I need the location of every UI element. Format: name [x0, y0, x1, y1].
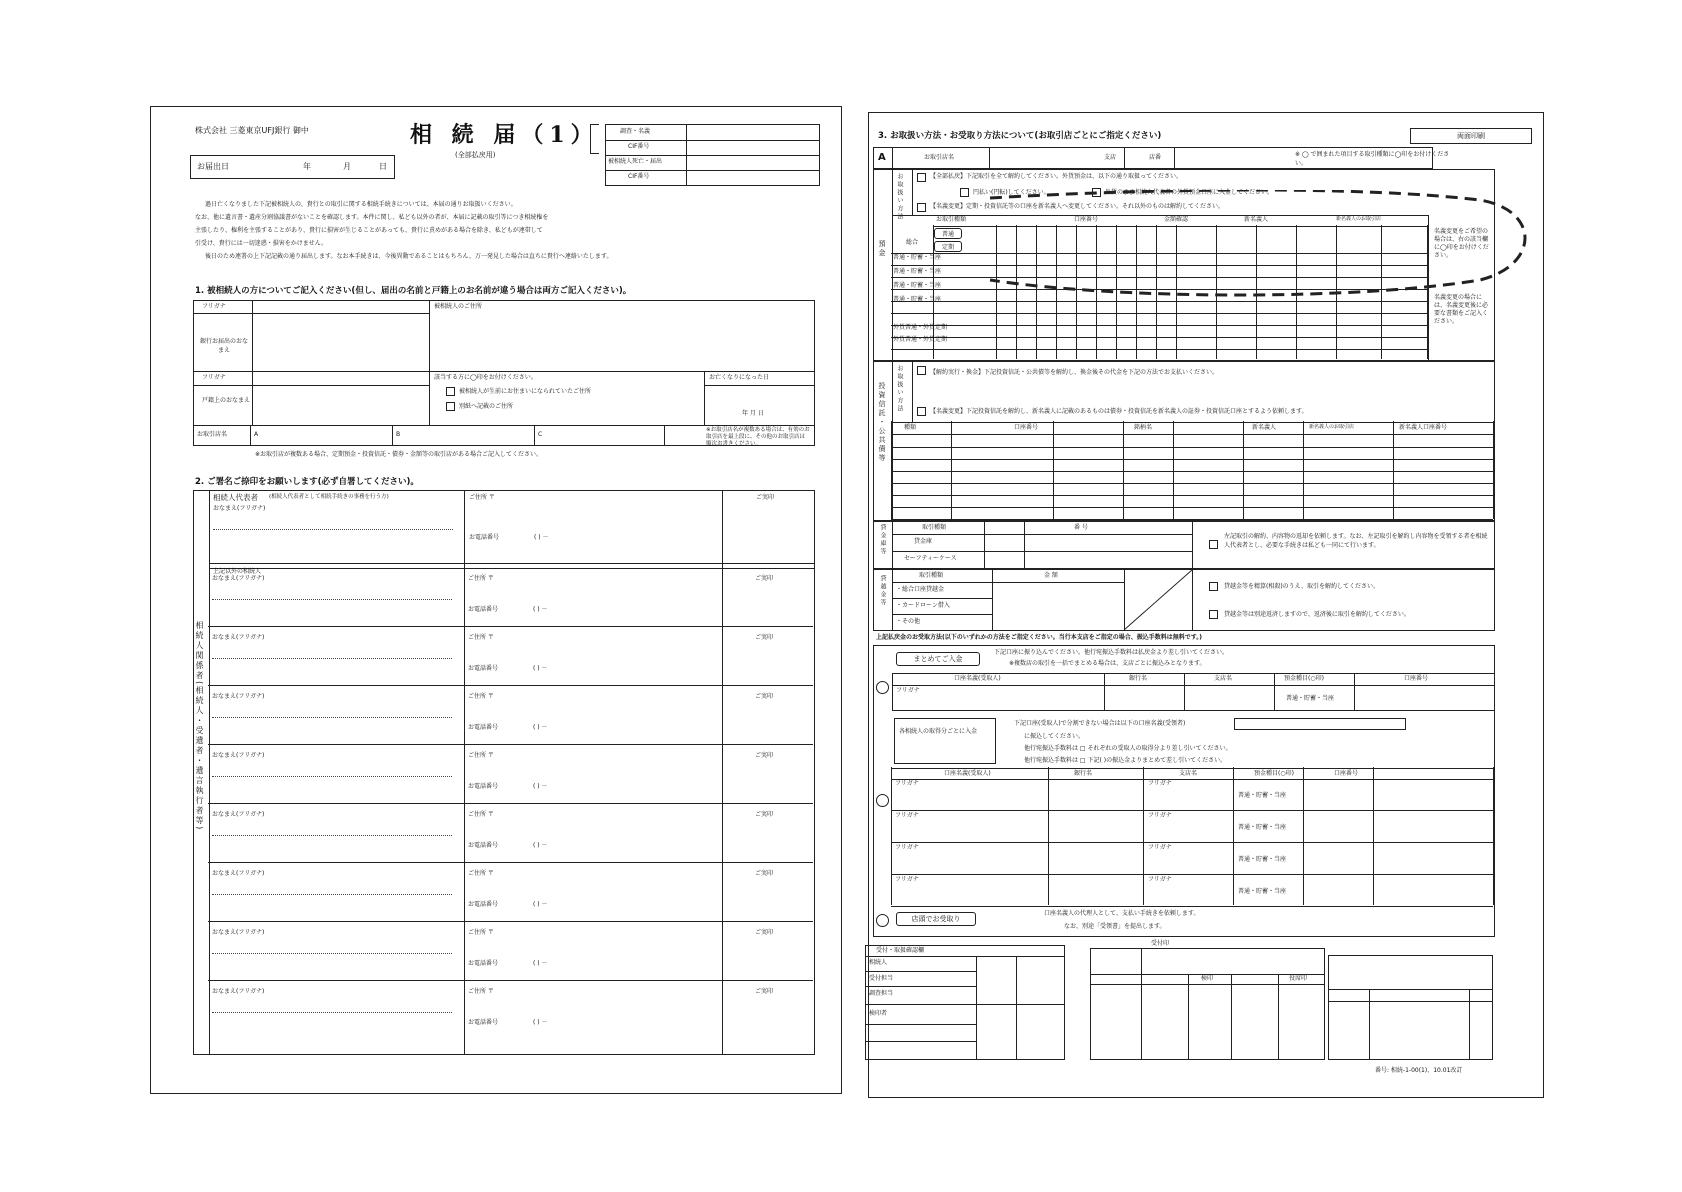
pay3-note2: なお、別途「受領書」を提出します。 — [1064, 923, 1166, 930]
s1-furigana2: フリガナ — [202, 374, 226, 381]
pay2-note3: 他行宛振込手数料は □ それぞれの受取人の取得分より差し引いてください。 — [1024, 745, 1232, 752]
row-a-shop: お取引店名 — [924, 154, 955, 161]
s2-rep-phone-fmt: ( ) － — [534, 534, 549, 541]
pay1-furigana: フリガナ — [896, 687, 920, 694]
s2-rep-name: おなまえ(フリガナ) — [213, 505, 266, 512]
opt-all-checkbox[interactable] — [917, 173, 926, 182]
money-amount: 金 額 — [1044, 572, 1058, 579]
heir-name-label: おなまえ(フリガナ) — [212, 988, 265, 995]
date-year: 年 — [303, 162, 311, 171]
heir-seal-label: ご実印 — [755, 752, 774, 759]
s2-others-label: 上記以外の相続人 — [213, 568, 262, 575]
heir-phone-label: お電話番号 — [468, 783, 499, 790]
pay1-note: 下記口座に振り込んでください。他行宛振込手数料は払戻金より差し引いてください。 — [994, 649, 1229, 656]
s1-send-opt1-checkbox[interactable] — [446, 387, 455, 396]
safe-note: 左記取引の解約、内容物の返却を依頼します。なお、左記取引を解約し内容物を受領する者を相続人代表者とし、必要な手続きは私ども一同にて行います。 — [1224, 533, 1488, 549]
section3-heading: 3. お取扱い方法・お受取り方法について(お取引店ごとにご指定ください) — [878, 131, 1162, 141]
heir-seal-label: ご実印 — [755, 811, 774, 818]
invest-grid-col — [1493, 421, 1494, 519]
ref-box — [605, 124, 820, 186]
invest-grid-row — [891, 507, 1493, 508]
pay2-grid-col — [1233, 767, 1234, 905]
heir-row-divider — [208, 685, 813, 686]
heir-phone-label: お電話番号 — [468, 606, 499, 613]
footer-stamp-box — [1090, 940, 1325, 1060]
footer-row-3: 検印者 — [869, 1010, 888, 1017]
opt-yen-label: 円払い(円転)してください。 — [973, 189, 1050, 196]
s1-family-name: 戸籍上のおなまえ — [202, 397, 251, 404]
section2-heading: 2. ご署名ご捺印をお願いします(必ず自署してください)。 — [195, 477, 419, 487]
form-title: 相 続 届（1） — [410, 122, 599, 148]
date-box — [190, 155, 395, 179]
footer-row-2: 調査担当 — [869, 990, 894, 997]
intro-line-0: 過日亡くなりました下記被相続人の、貴行との取引に関する相続手続きについては、本届の通りお取扱いください。 — [205, 201, 517, 208]
date-label: お届出日 — [197, 162, 229, 171]
footer-row-0: 相続人 — [869, 959, 888, 966]
heir-phone-fmt: ( ) － — [533, 960, 548, 967]
deposit-grid-row — [891, 349, 1427, 350]
pay-col4: 預金種目(○印) — [1284, 675, 1324, 682]
heir-phone-fmt: ( ) － — [533, 901, 548, 908]
heir-phone-fmt: ( ) － — [533, 724, 548, 731]
pay-col3: 支店名 — [1214, 675, 1233, 682]
pay3-button[interactable] — [896, 912, 976, 926]
invest-grid-col — [1123, 421, 1124, 519]
invest-grid-col — [1393, 421, 1394, 519]
col-new-acct: 新名義人のお取引店 — [1336, 216, 1382, 222]
pay2-radio[interactable] — [876, 794, 889, 807]
money-row-1: ・カードローン借入 — [896, 602, 950, 609]
ref-label-0: 調査・名義 — [620, 128, 651, 135]
pay2-note4: 他行宛振込手数料は □ 下記( )の振込金よりまとめて差し引いてください。 — [1024, 757, 1227, 764]
footer-title: 受付・取扱確認欄 — [876, 947, 925, 954]
section3-badge — [1410, 128, 1532, 144]
pay1-note2: ※複数店の取引を一括でまとめる場合は、支店ごとに振込みとなります。 — [1009, 660, 1206, 667]
heir-name-line — [212, 894, 452, 895]
pay2-kind: 普通・貯蓄・当座 — [1238, 856, 1287, 863]
invest-col-new: 新名義人 — [1252, 424, 1277, 431]
money-opt1-checkbox[interactable] — [1209, 582, 1218, 591]
chip-normal — [934, 228, 962, 239]
s1-branch-label: お取引店名 — [197, 431, 228, 438]
row-a-dept: 店番 — [1149, 154, 1162, 161]
deposit-type-label: 普通・貯蓄・当座 — [893, 268, 942, 275]
pay2-grid-row — [891, 906, 1493, 907]
ref-label-1: CIF番号 — [628, 143, 650, 150]
money-diagonal — [1124, 570, 1192, 630]
heir-address-label: ご住所 〒 — [468, 693, 494, 700]
money-label: 貸越金等 — [879, 575, 886, 607]
ref-label-3: CIF番号 — [628, 173, 650, 180]
pay-heading: 上記払戻金のお受取方法(以下のいずれかの方法をご指定ください。当行本支店をご指定の場合、振込手数料は無料です。) — [876, 634, 1203, 641]
pay2-furigana-bank: フリガナ — [1148, 844, 1172, 851]
s1-branch-a: A — [254, 431, 259, 438]
s1-branch-note: ※お取引店名が複数ある場合は、有効のお取引店を最上段に、その他のお取引店は順次お書きください。 — [706, 427, 810, 447]
heir-address-label: ご住所 〒 — [468, 870, 494, 877]
pay2-furigana-bank: フリガナ — [1148, 876, 1172, 883]
pay2-box — [894, 718, 996, 764]
s1-send-label: 該当する方に◯印をお付けください。 — [434, 374, 537, 381]
pay2-kind: 普通・貯蓄・当座 — [1238, 792, 1287, 799]
col-amount: 金額確認 — [1164, 216, 1189, 223]
deposit-right-note1: 名義変更をご希望の場合は、右の該当欄に◯印をお付けください。 — [1434, 228, 1489, 259]
intro-line-3: 引受け、貴行には一切迷惑・損害をかけません。 — [195, 240, 328, 247]
heir-phone-fmt: ( ) － — [533, 606, 548, 613]
pay2-grid-row — [891, 810, 1493, 811]
intro-text — [195, 198, 830, 263]
money-opt2: 貸越金等は別途返済しますので、返済後に取引を解約してください。 — [1224, 611, 1410, 618]
invest-grid-row — [891, 495, 1493, 496]
heir-name-line — [212, 658, 452, 659]
pay2-furigana: フリガナ — [895, 844, 919, 851]
pay1-button[interactable] — [896, 652, 980, 666]
pay2-grid-col — [1143, 767, 1144, 905]
s1-address-label: 被相続人のご住所 — [434, 303, 483, 310]
invest-grid-row — [891, 471, 1493, 472]
invest-grid-row — [891, 459, 1493, 460]
heir-name-line — [212, 776, 452, 777]
heir-address-label: ご住所 〒 — [468, 988, 494, 995]
heir-seal-label: ご実印 — [755, 929, 774, 936]
heir-address-label: ご住所 〒 — [468, 634, 494, 641]
footer-cif-box — [1328, 955, 1493, 1060]
pay2-note1: 下記口座(受取人)で分割できない場合は以下の口座名義(受領者) — [1014, 720, 1186, 727]
intro-line-1: なお、他に遺言書・遺産分割協議書がないことを確認します。本件に関し、私ども以外の者が、本届に記載の取引等につき相続権を — [195, 214, 549, 221]
col-new-name: 新名義人 — [1244, 216, 1269, 223]
pay1-radio[interactable] — [876, 681, 889, 694]
left-bracket — [590, 124, 599, 154]
footer-row-1: 受付担当 — [869, 975, 894, 982]
s1-footnote: ※お取引店が複数ある場合、定期預金・投資信託・債券・金額等の取引店がある場合ご記入してください。 — [255, 451, 543, 458]
pay2-furigana: フリガナ — [895, 812, 919, 819]
heir-seal-label: ご実印 — [755, 575, 774, 582]
heir-phone-label: お電話番号 — [468, 960, 499, 967]
pay2-col2: 銀行名 — [1074, 770, 1093, 777]
heir-row-divider — [208, 744, 813, 745]
heir-row-divider — [208, 921, 813, 922]
heir-address-label: ご住所 〒 — [468, 929, 494, 936]
opt-fx-label: 外貨のまま相続人代表者の外貨預金口座に入金してください。 — [1105, 189, 1274, 196]
s1-furigana: フリガナ — [202, 303, 226, 310]
pay2-box-label: 各相続人の取得分ごとに入金 — [899, 728, 978, 735]
s1-branch-b: B — [396, 431, 401, 438]
heir-seal-label: ご実印 — [755, 634, 774, 641]
safe-block — [873, 521, 1495, 569]
date-month: 月 — [343, 162, 351, 171]
form-subtitle: (全部払戻用) — [455, 151, 496, 159]
footer-check-box — [865, 945, 1065, 1060]
s2-rep-phone: お電話番号 — [469, 534, 500, 541]
heir-name-label: おなまえ(フリガナ) — [212, 870, 265, 877]
invest-col-name: 銘柄名 — [1134, 424, 1153, 431]
heir-name-label: おなまえ(フリガナ) — [212, 693, 265, 700]
pay3-button-label: 店頭でお受取り — [911, 915, 961, 923]
safe-label: 貸金庫等 — [879, 524, 886, 556]
section2-table — [193, 490, 815, 1055]
deposit-type-label: 普通・貯蓄・当座 — [893, 254, 942, 261]
heir-name-label: おなまえ(フリガナ) — [212, 811, 265, 818]
bank-name: 株式会社 三菱東京UFJ銀行 御中 — [195, 126, 309, 135]
heir-name-label: おなまえ(フリガナ) — [212, 752, 265, 759]
pay2-note2: に振込してください。 — [1024, 733, 1085, 740]
stamp-title: 受付印 — [1151, 940, 1170, 947]
heir-name-line — [212, 599, 452, 600]
deposit-method-label: お取扱い方法 — [896, 173, 903, 221]
pay-col2: 銀行名 — [1129, 675, 1148, 682]
s1-name-label: 銀行お届出のおなまえ — [199, 338, 248, 354]
heir-name-line — [212, 717, 452, 718]
heir-row-divider — [208, 862, 813, 863]
s1-send-opt2: 別紙へ記載のご住所 — [459, 403, 514, 410]
s2-rep-note: (相続人代表者として相続手続きの事務を行う方) — [269, 494, 389, 500]
pay1-kind: 普通・貯蓄・当座 — [1286, 695, 1335, 702]
s1-death-date: 年 月 日 — [742, 410, 764, 417]
deposit-right-note2: 名義変更の場合には、名義変更後に必要な書類をご記入ください。 — [1434, 294, 1489, 325]
heir-seal-label: ご実印 — [755, 693, 774, 700]
deposit-grid-row — [891, 325, 1427, 326]
invest-grid-col — [891, 421, 892, 519]
pay2-grid-col — [1303, 767, 1304, 905]
section1-heading: 1. 被相続人の方についてご記入ください(但し、届出の名前と戸籍上のお名前が違う場合は両方ご記入ください)。 — [195, 286, 632, 296]
pay2-grid-col — [1493, 767, 1494, 905]
pay2-furigana-bank: フリガナ — [1148, 780, 1172, 787]
heir-seal-label: ご実印 — [755, 870, 774, 877]
heir-name-line — [212, 835, 452, 836]
deposit-grid-row — [891, 313, 1427, 314]
invest-method-label: お取扱い方法 — [896, 365, 903, 413]
deposit-type-label: 外貨普通・外貨定期 — [893, 336, 948, 343]
heir-address-label: ご住所 〒 — [468, 811, 494, 818]
heir-name-line — [212, 1012, 452, 1013]
deposit-grid-row — [891, 337, 1427, 338]
s1-death-label: お亡くなりになった日 — [709, 374, 770, 381]
deposit-type-label: 普通・貯蓄・当座 — [893, 296, 942, 303]
heir-phone-fmt: ( ) － — [533, 665, 548, 672]
row-a-note: ※ ◯ で囲まれた項目する取引種類に◯印をお付けください。 — [1295, 151, 1450, 167]
invest-opt1-checkbox[interactable] — [917, 366, 926, 375]
pay2-col4: 預金種目(○印) — [1254, 770, 1294, 777]
date-day: 日 — [379, 162, 387, 171]
invest-block — [873, 361, 1495, 521]
invest-label: 投資信託・公共債等 — [878, 382, 886, 463]
invest-grid-col — [1173, 421, 1174, 519]
heir-phone-label: お電話番号 — [468, 842, 499, 849]
intro-line-4: 後日のため連署の上下記記載の通り届出します。なお本手続きは、今後異動であることはもちろん、万一発見した場合は直ちに貴行へ連絡いたします。 — [205, 253, 613, 260]
chip-normal-label: 普通 — [941, 231, 954, 238]
deposit-type-label: 普通・貯蓄・当座 — [893, 282, 942, 289]
opt-rename-label: 【名義変更】定期・投資信託等の口座を新名義人へ変更してください。それ以外のものは解約してください。 — [930, 203, 1225, 210]
heir-phone-label: お電話番号 — [468, 665, 499, 672]
pay2-grid-row — [891, 842, 1493, 843]
invest-grid-row — [891, 483, 1493, 484]
chip-fixed-label: 定期 — [941, 244, 954, 251]
pay2-grid-row — [891, 874, 1493, 875]
deposit-type-label: 外貨普通・外貨定期 — [893, 324, 948, 331]
invest-grid-col — [1243, 421, 1244, 519]
pay2-furigana: フリガナ — [895, 780, 919, 787]
safe-checkbox[interactable] — [1209, 540, 1218, 549]
heir-phone-label: お電話番号 — [468, 1019, 499, 1026]
s1-branch-c: C — [538, 431, 543, 438]
pay2-grid-col — [1048, 767, 1049, 905]
heir-name-line — [212, 953, 452, 954]
opt-rename-checkbox[interactable] — [917, 203, 926, 212]
heir-phone-fmt: ( ) － — [533, 842, 548, 849]
pay2-grid-col — [891, 767, 892, 905]
s2-rep-address: ご住所 〒 — [469, 494, 495, 501]
opt-all-label: 【全部払戻】下記取引を全て解約してください。外貨預金は、以下の通り取扱ってください。 — [930, 173, 1183, 180]
heir-name-label: おなまえ(フリガナ) — [212, 634, 265, 641]
heir-phone-label: お電話番号 — [468, 724, 499, 731]
section1-table — [193, 300, 815, 446]
pay2-furigana-bank: フリガナ — [1148, 812, 1172, 819]
row-a-branch: 支店 — [1104, 154, 1117, 161]
money-opt1: 貸越金等を精算(相殺)のうえ、取引を解約してください。 — [1224, 583, 1380, 590]
pay1-button-label: まとめてご入金 — [913, 655, 963, 663]
money-row-0: ・総合口座貸越金 — [896, 586, 945, 593]
money-kind: 取引種類 — [919, 572, 944, 579]
invest-opt2-checkbox[interactable] — [917, 407, 926, 416]
invest-grid-col — [951, 421, 952, 519]
heir-name-label: おなまえ(フリガナ) — [212, 929, 265, 936]
invest-grid-row — [891, 447, 1493, 448]
col-kind: お取引種類 — [936, 216, 967, 223]
deposit-label: 預金 — [878, 240, 886, 258]
pay2-col5: 口座番号 — [1334, 770, 1359, 777]
pay3-radio[interactable] — [876, 914, 889, 927]
safe-box2: セーフティーケース — [904, 555, 957, 562]
invest-opt1: 【解約実行・換金】下記投資信託・公共債等を解約し、換金後その代金を下記の方法でお支払いください。 — [930, 369, 1219, 376]
pay2-col3: 支店名 — [1179, 770, 1198, 777]
invest-col-acct3: 新名義人口座番号 — [1399, 424, 1448, 431]
heir-address-label: ご住所 〒 — [468, 752, 494, 759]
badge-label: 両面印刷 — [1457, 132, 1485, 140]
intro-line-2: 主張したり、権利を主張することがあり、貴行に損害が生じることがあっても、貴行に責めがある場合を除き、私どもが連帯して — [195, 227, 543, 234]
row-a-label: A — [878, 152, 886, 163]
invest-col-acct: 口座番号 — [1014, 424, 1039, 431]
pay-col1: 口座名義(受取人) — [954, 675, 1001, 682]
pay2-col1: 口座名義(受取人) — [944, 770, 991, 777]
chip-fixed — [934, 241, 962, 252]
pay3-note: 口座名義人の代理人として、支払い手続きを依頼します。 — [1044, 910, 1200, 917]
heir-seal-label: ご実印 — [755, 988, 774, 995]
stamp-check: 検印 — [1201, 975, 1214, 982]
s1-send-opt1: 被相続人が生前にお住まいになられていたご住所 — [459, 388, 592, 395]
money-opt2-checkbox[interactable] — [1209, 610, 1218, 619]
form-number: 番号: 相続-1-00(1)、10.01改訂 — [1375, 1067, 1463, 1074]
invest-grid-col — [1303, 421, 1304, 519]
money-block — [873, 569, 1495, 631]
safe-no: 番 号 — [1074, 524, 1088, 531]
invest-opt2: 【名義変更】下記投資信託を解約し、新名義人に記載のあるものは債券・投資信託を新名義人の証券・投資信託口座とするよう依頼します。 — [930, 408, 1308, 415]
s2-rep-label: 相続人代表者 — [213, 493, 258, 502]
heir-phone-label: お電話番号 — [468, 901, 499, 908]
pay-block — [873, 645, 1495, 937]
invest-grid-row — [891, 519, 1493, 520]
pay2-kind: 普通・貯蓄・当座 — [1238, 824, 1287, 831]
row-general: 総合 — [906, 239, 919, 246]
heir-row-divider — [208, 626, 813, 627]
pay2-furigana: フリガナ — [895, 876, 919, 883]
heir-name-label: おなまえ(フリガナ) — [212, 575, 265, 582]
dashed-annotation — [960, 190, 1540, 310]
s1-send-opt2-checkbox[interactable] — [446, 402, 455, 411]
pay-col5: 口座番号 — [1404, 675, 1429, 682]
s2-rep-seal: ご実印 — [756, 494, 775, 501]
invest-col-shop: 新名義人のお取引店 — [1309, 424, 1355, 430]
money-row-2: ・その他 — [896, 618, 921, 625]
pay2-recipient-field[interactable] — [1234, 718, 1406, 730]
heir-phone-fmt: ( ) － — [533, 1019, 548, 1026]
heir-phone-fmt: ( ) － — [533, 783, 548, 790]
stamp-officer: 役席印 — [1289, 975, 1308, 982]
heir-address-label: ご住所 〒 — [468, 575, 494, 582]
pay2-grid-col — [1373, 767, 1374, 905]
heir-row-divider — [208, 803, 813, 804]
safe-kind: 取引種類 — [922, 524, 947, 531]
safe-box1: 貸金庫 — [914, 538, 933, 545]
col-acct: 口座番号 — [1074, 216, 1099, 223]
pay2-kind: 普通・貯蓄・当座 — [1238, 888, 1287, 895]
invest-grid-col — [1053, 421, 1054, 519]
ref-label-2: 被相続人死亡・届出 — [608, 158, 663, 165]
heir-row-divider — [208, 980, 813, 981]
invest-col-kind: 種類 — [904, 424, 917, 431]
s2-side-label: 相続人関係者(相続人・受遺者・遺言執行者等) — [195, 621, 204, 832]
